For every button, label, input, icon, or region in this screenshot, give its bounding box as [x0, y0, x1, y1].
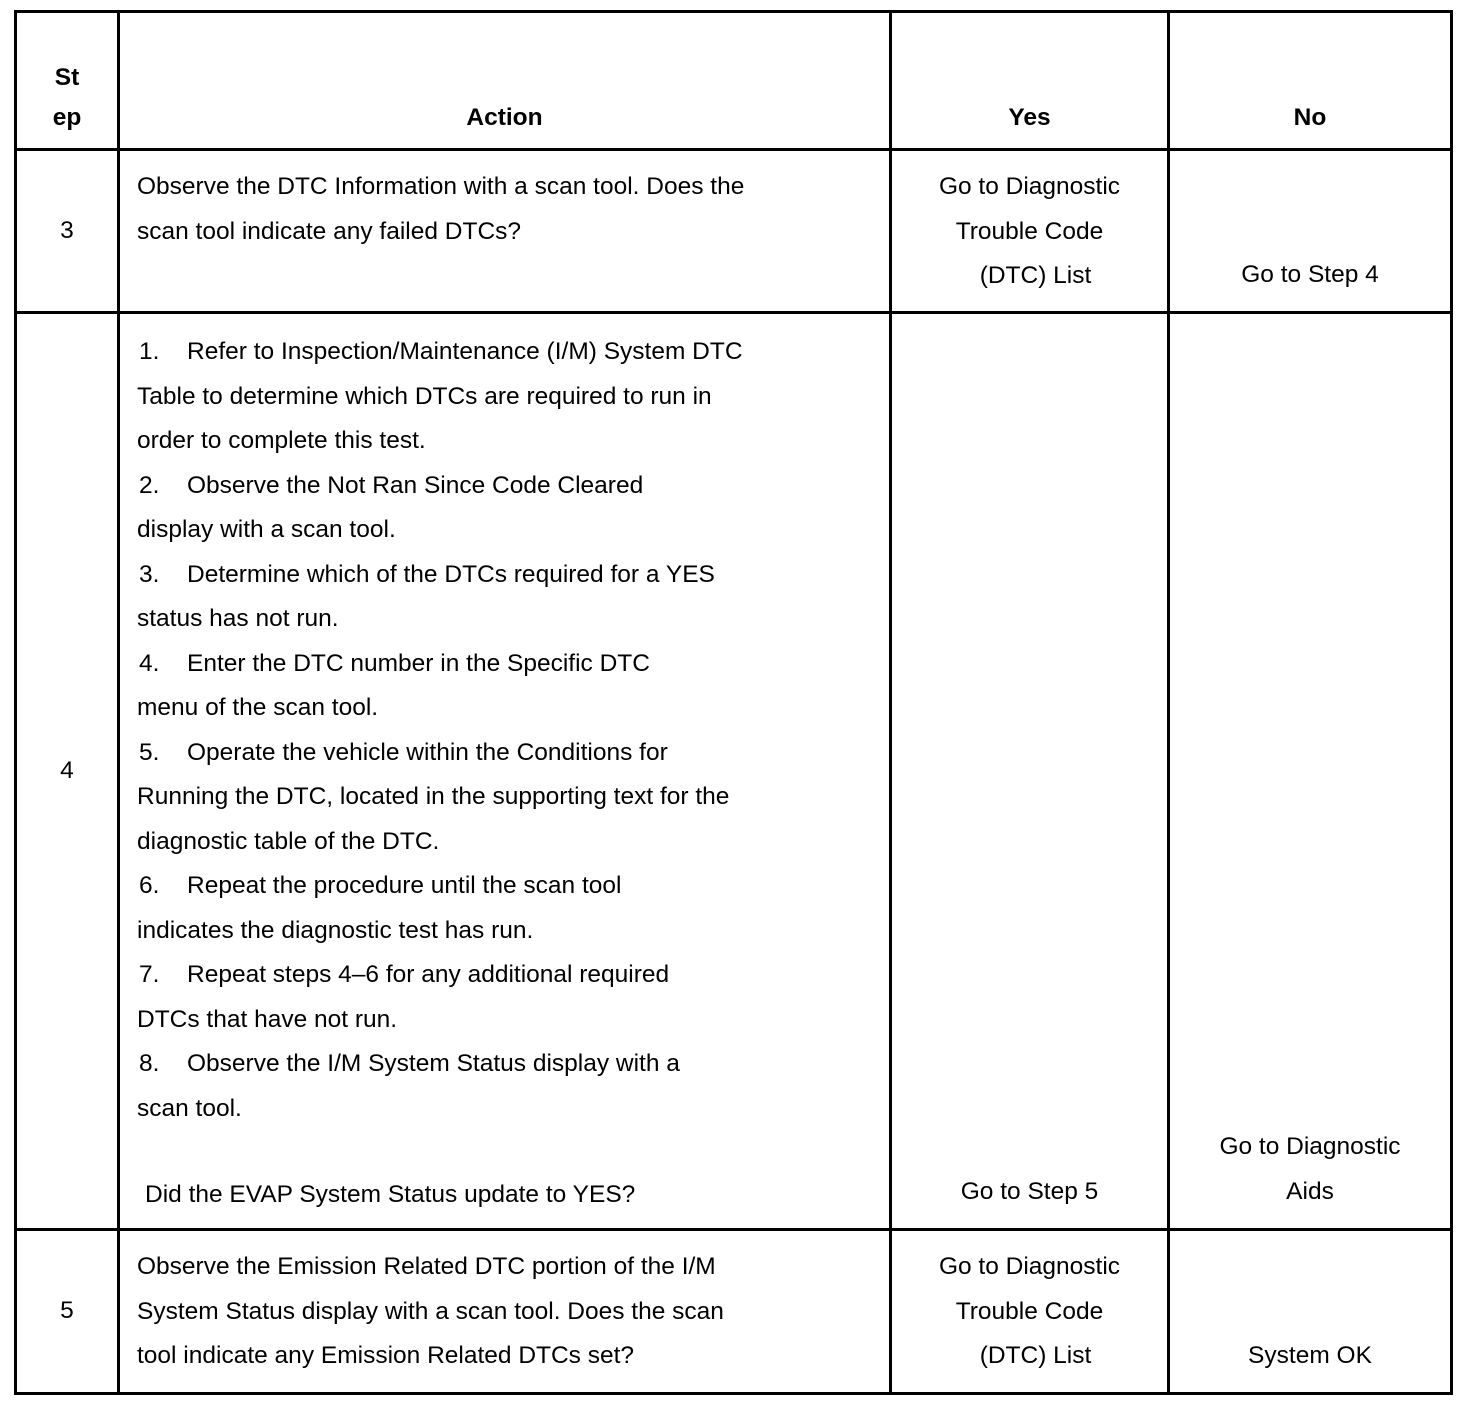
- no-line: Go to Diagnostic: [1219, 1133, 1401, 1160]
- action-item-5: [137, 731, 869, 776]
- item-text: Operate the vehicle within the Conditions for: [187, 738, 668, 766]
- item-text: Repeat steps 4–6 for any additional required: [187, 961, 670, 988]
- yes-cell: [891, 313, 1169, 1230]
- item-number: 8.: [139, 1050, 160, 1077]
- action-item-6: [137, 864, 869, 909]
- item-number: 1.: [139, 338, 160, 365]
- item-continuation: indicates the diagnostic test has run.: [137, 916, 534, 944]
- item-continuation: scan tool.: [137, 1094, 242, 1122]
- step-number: 3: [16, 150, 119, 313]
- step-number: 5: [16, 1230, 119, 1394]
- item-continuation: diagnostic table of the DTC.: [137, 827, 440, 855]
- no-cell: [1169, 150, 1452, 313]
- header-no: No: [1169, 12, 1452, 150]
- yes-line: Go to Diagnostic: [938, 173, 1121, 200]
- step-number: 4: [16, 313, 119, 1230]
- item-number: 4.: [139, 649, 160, 677]
- action-question: Did the EVAP System Status update to YES?: [145, 1181, 636, 1208]
- action-item-4: [137, 642, 869, 687]
- action-line: tool indicate any Emission Related DTCs set?: [137, 1342, 635, 1369]
- yes-cell: [891, 1230, 1169, 1394]
- no-cell: [1169, 313, 1452, 1230]
- action-line: System Status display with a scan tool. Does the scan: [137, 1297, 724, 1325]
- yes-line: Go to Diagnostic: [938, 1253, 1121, 1280]
- header-step-line2: ep: [52, 104, 82, 131]
- item-continuation: status has not run.: [137, 605, 339, 632]
- yes-line: (DTC) List: [979, 262, 1092, 289]
- yes-cell: [891, 150, 1169, 313]
- item-text: Determine which of the DTCs required for a YES: [187, 560, 715, 588]
- item-continuation: menu of the scan tool.: [137, 694, 379, 721]
- item-continuation: order to complete this test.: [137, 427, 426, 454]
- action-item-8: [137, 1042, 869, 1087]
- header-action: Action: [119, 12, 891, 150]
- item-text: Observe the Not Ran Since Code Cleared: [187, 471, 644, 499]
- header-step: [16, 12, 119, 150]
- item-number: 6.: [139, 872, 160, 899]
- action-item-2: [137, 464, 869, 509]
- yes-line: Trouble Code: [955, 1297, 1104, 1325]
- item-number: 3.: [139, 560, 160, 588]
- header-step-line1: St: [54, 64, 80, 91]
- action-cell: [119, 150, 891, 313]
- item-number: 2.: [139, 471, 160, 499]
- table-row-step-5: [16, 1230, 1452, 1394]
- item-number: 7.: [139, 961, 160, 988]
- item-text: Enter the DTC number in the Specific DTC: [187, 649, 650, 677]
- action-line: scan tool indicate any failed DTCs?: [137, 217, 522, 245]
- no-line: Aids: [1286, 1177, 1334, 1205]
- yes-text: Go to Step 5: [960, 1177, 1099, 1205]
- action-item-3: [137, 553, 869, 598]
- action-line: Observe the Emission Related DTC portion of the I/M: [137, 1253, 716, 1280]
- no-text: System OK: [1248, 1341, 1372, 1369]
- yes-line: (DTC) List: [979, 1342, 1092, 1369]
- item-text: Repeat the procedure until the scan tool: [187, 872, 622, 899]
- table-row-step-3: [16, 150, 1452, 313]
- item-continuation: DTCs that have not run.: [137, 1005, 398, 1033]
- header-yes: Yes: [891, 12, 1169, 150]
- action-item-7: [137, 953, 869, 998]
- yes-line: Trouble Code: [955, 217, 1104, 245]
- item-continuation: Running the DTC, located in the supporting text for the: [137, 783, 730, 810]
- no-text: Go to Step 4: [1241, 260, 1379, 288]
- no-cell: [1169, 1230, 1452, 1394]
- action-line: Observe the DTC Information with a scan tool. Does the: [137, 173, 745, 200]
- table-row-step-4: [16, 313, 1452, 1230]
- action-item-1: [137, 330, 869, 375]
- diagnostic-table: [14, 10, 1453, 1395]
- item-continuation: display with a scan tool.: [137, 516, 396, 543]
- item-number: 5.: [139, 738, 160, 766]
- item-text: Observe the I/M System Status display with a: [187, 1050, 680, 1077]
- action-cell: [119, 313, 891, 1230]
- item-continuation: Table to determine which DTCs are required to run in: [137, 382, 712, 410]
- action-cell: [119, 1230, 891, 1394]
- item-text: Refer to Inspection/Maintenance (I/M) System DTC: [187, 338, 743, 365]
- header-row: [16, 12, 1452, 150]
